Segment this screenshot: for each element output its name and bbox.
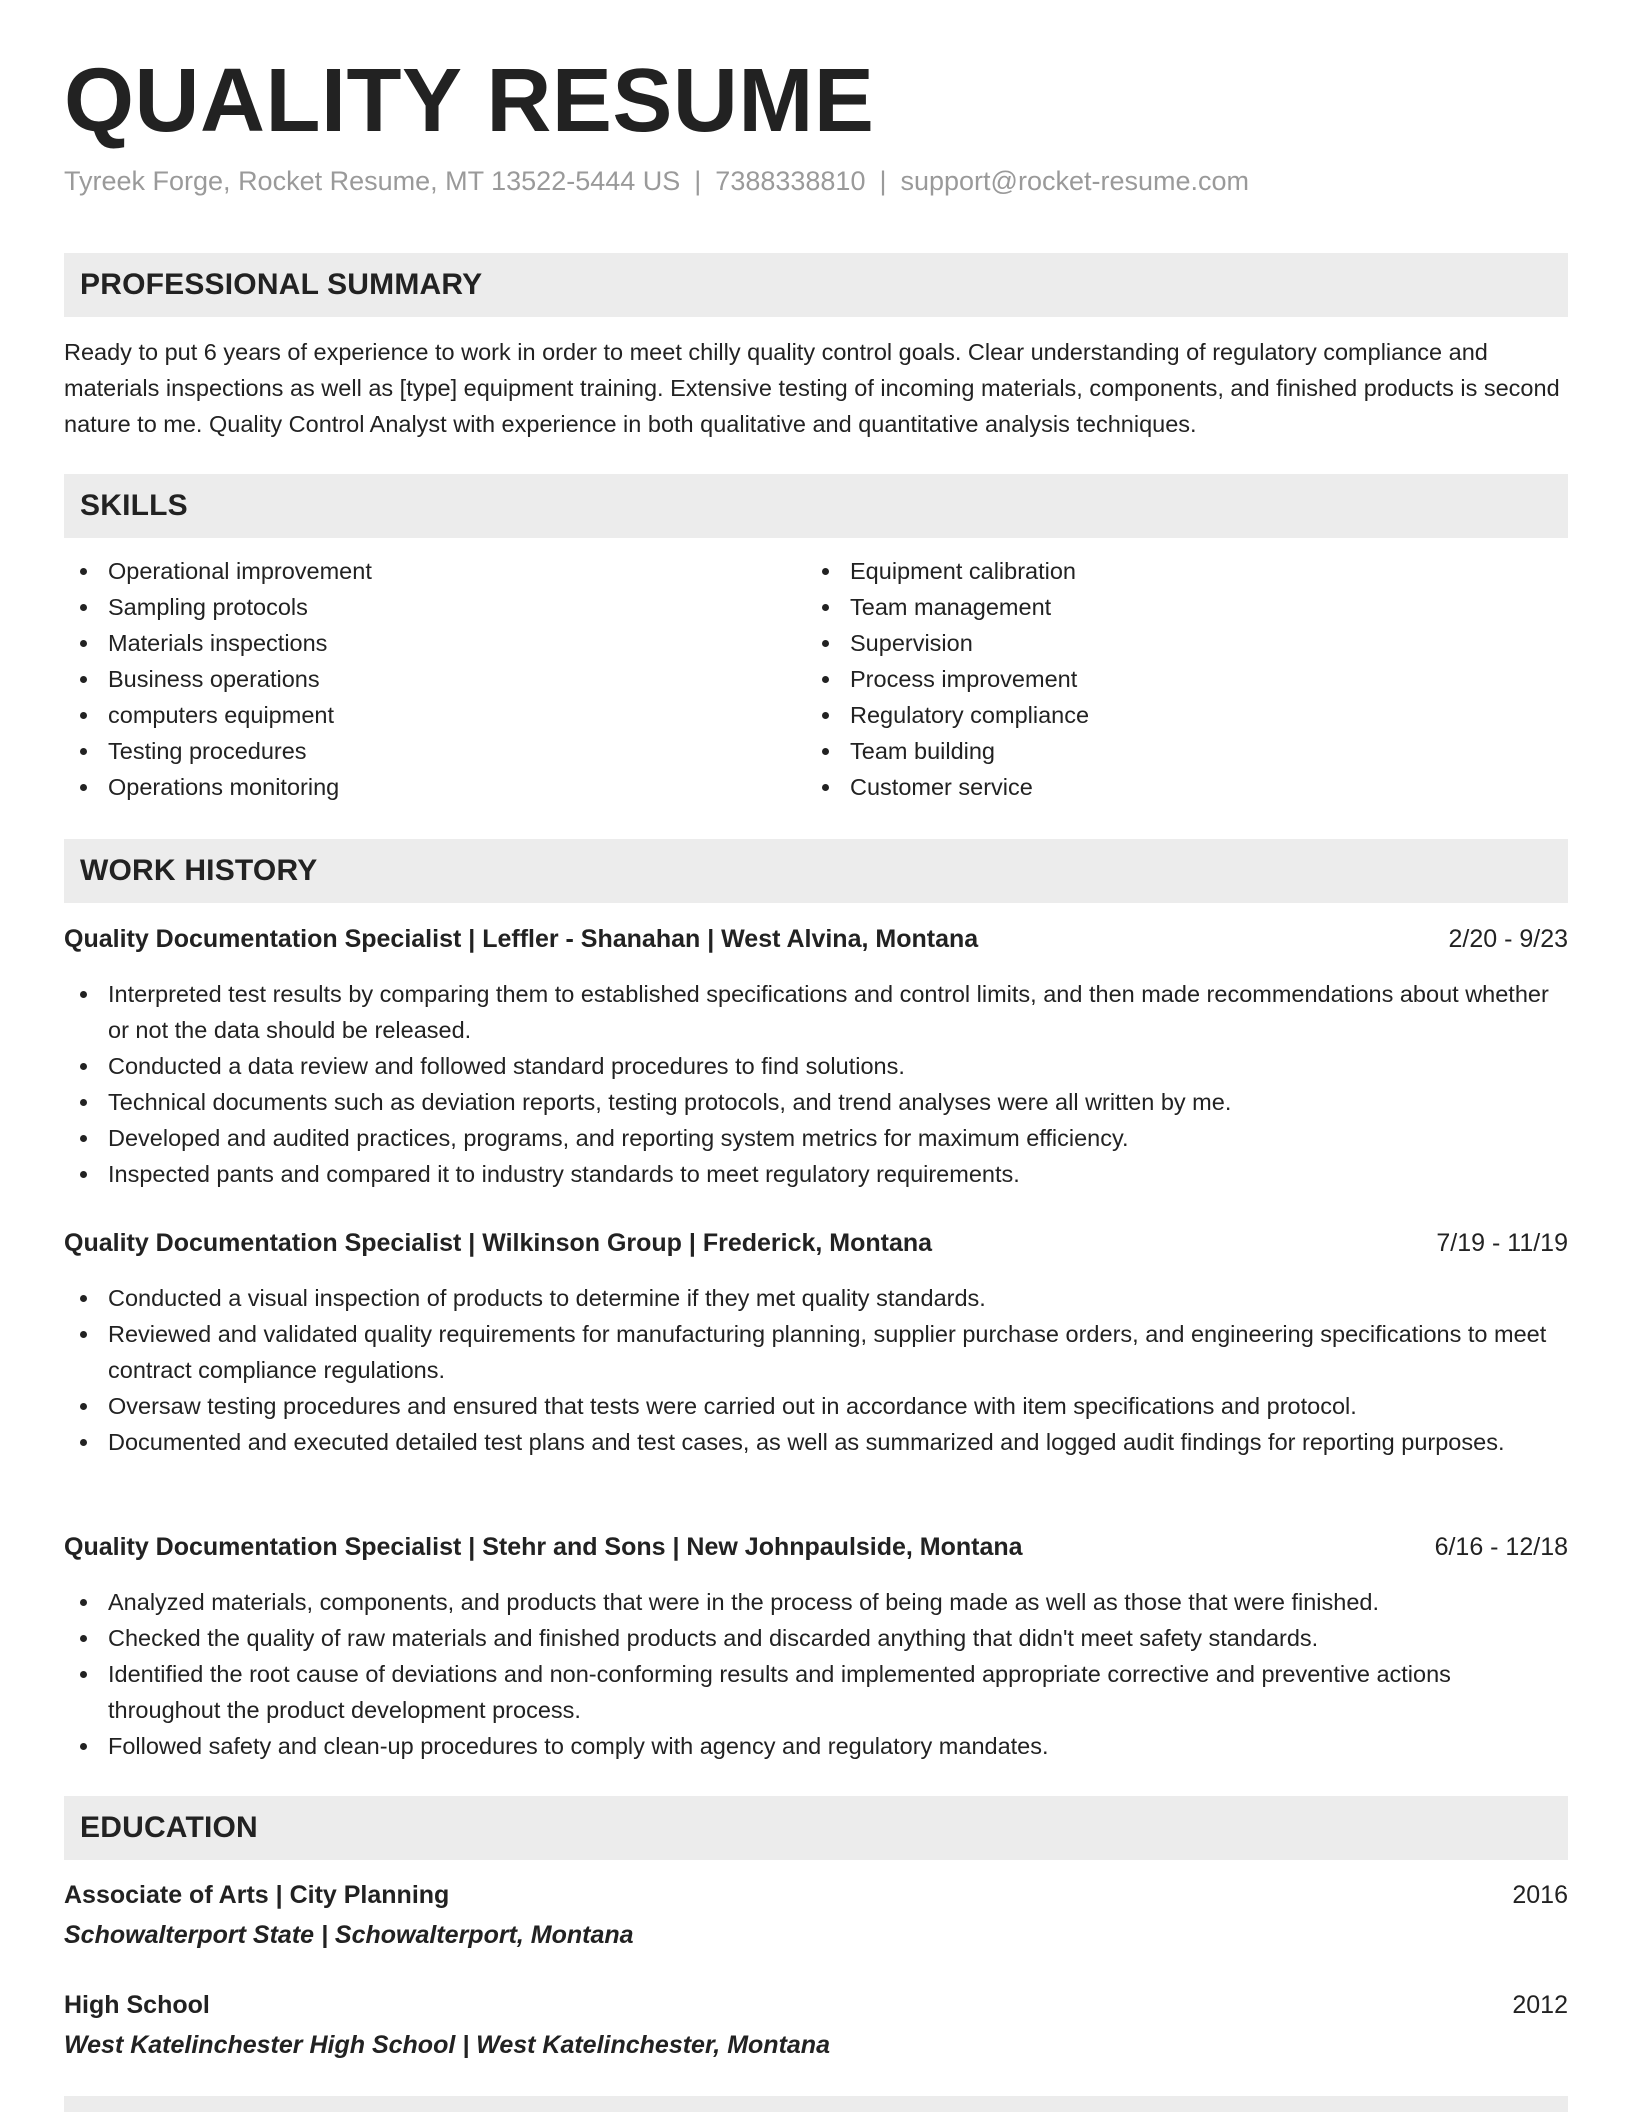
job-dates: 6/16 - 12/18 xyxy=(1434,1533,1568,1561)
job-bullets xyxy=(64,1584,1568,1764)
next-section-band xyxy=(64,2096,1568,2112)
job-bullet: Inspected pants and compared it to industry standards to meet regulatory requirements. xyxy=(64,1156,1568,1192)
job-bullet: Conducted a data review and followed standard procedures to find solutions. xyxy=(64,1048,1568,1084)
contact-address: Tyreek Forge, Rocket Resume, MT 13522-5444 US xyxy=(64,166,681,196)
skills-list-left xyxy=(64,553,806,805)
skill-item: Testing procedures xyxy=(64,733,806,769)
education-degree: High School xyxy=(64,1991,210,2019)
education-school: Schowalterport State | Schowalterport, Montana xyxy=(64,1921,634,1949)
skill-item: Operational improvement xyxy=(64,553,806,589)
education-degree: Associate of Arts | City Planning xyxy=(64,1881,450,1909)
skill-item: Sampling protocols xyxy=(64,589,806,625)
job-title: Quality Documentation Specialist | Leffler - Shanahan | West Alvina, Montana xyxy=(64,925,979,953)
skill-item: computers equipment xyxy=(64,697,806,733)
job-header xyxy=(64,1529,1568,1565)
job-bullet: Oversaw testing procedures and ensured that tests were carried out in accordance with item specifications and protocol. xyxy=(64,1388,1568,1424)
section-heading-summary: PROFESSIONAL SUMMARY xyxy=(64,253,1568,317)
skill-item: Team management xyxy=(806,589,1548,625)
skill-item: Business operations xyxy=(64,661,806,697)
job-title: Quality Documentation Specialist | Stehr and Sons | New Johnpaulside, Montana xyxy=(64,1533,1023,1561)
job-bullet: Followed safety and clean-up procedures to comply with agency and regulatory mandates. xyxy=(64,1728,1568,1764)
job-bullets xyxy=(64,1280,1568,1460)
job-bullet: Reviewed and validated quality requirements for manufacturing planning, supplier purchase orders, and engineering specifications to meet contract compliance regulations. xyxy=(64,1316,1568,1388)
job-bullet: Conducted a visual inspection of products to determine if they met quality standards. xyxy=(64,1280,1568,1316)
section-heading-skills: SKILLS xyxy=(64,474,1568,538)
skill-item: Regulatory compliance xyxy=(806,697,1548,733)
contact-email: support@rocket-resume.com xyxy=(900,166,1250,196)
skill-item: Team building xyxy=(806,733,1548,769)
contact-separator: | xyxy=(879,166,887,196)
job-header xyxy=(64,1225,1568,1261)
education-header xyxy=(64,1877,1568,1913)
education-header xyxy=(64,1987,1568,2023)
resume-title: QUALITY RESUME xyxy=(64,51,875,151)
job-bullet: Identified the root cause of deviations and non-conforming results and implemented appropriate corrective and preventive actions throughout the product development process. xyxy=(64,1656,1568,1728)
skill-item: Process improvement xyxy=(806,661,1548,697)
skill-item: Operations monitoring xyxy=(64,769,806,805)
job-bullet: Checked the quality of raw materials and finished products and discarded anything that didn't meet safety standards. xyxy=(64,1620,1568,1656)
job-title: Quality Documentation Specialist | Wilkinson Group | Frederick, Montana xyxy=(64,1229,933,1257)
contact-phone: 7388338810 xyxy=(715,166,866,196)
job-bullet: Documented and executed detailed test plans and test cases, as well as summarized and logged audit findings for reporting purposes. xyxy=(64,1424,1568,1460)
education-year: 2016 xyxy=(1512,1881,1568,1909)
section-heading-work-history: WORK HISTORY xyxy=(64,839,1568,903)
skill-item: Equipment calibration xyxy=(806,553,1548,589)
contact-line xyxy=(64,166,1249,197)
skill-item: Materials inspections xyxy=(64,625,806,661)
job-dates: 7/19 - 11/19 xyxy=(1436,1229,1568,1257)
education-year: 2012 xyxy=(1512,1991,1568,2019)
job-bullets xyxy=(64,976,1568,1192)
skill-item: Customer service xyxy=(806,769,1548,805)
skills-list-right xyxy=(806,553,1548,805)
skill-item: Supervision xyxy=(806,625,1548,661)
summary-text: Ready to put 6 years of experience to work in order to meet chilly quality control goals. Clear understanding of regulatory compliance and materials inspections as well as [type] equipment training. Extensive testing of incoming materials, components, and finished products is second nature to me. Quality Control Analyst with experience in both qualitative and quantitative analysis techniques. xyxy=(64,339,1560,437)
job-bullet: Interpreted test results by comparing them to established specifications and control limits, and then made recommendations about whether or not the data should be released. xyxy=(64,976,1568,1048)
job-dates: 2/20 - 9/23 xyxy=(1448,925,1568,953)
job-bullet: Technical documents such as deviation reports, testing protocols, and trend analyses were all written by me. xyxy=(64,1084,1568,1120)
education-school: West Katelinchester High School | West Katelinchester, Montana xyxy=(64,2031,830,2059)
section-heading-education: EDUCATION xyxy=(64,1796,1568,1860)
job-header xyxy=(64,921,1568,957)
contact-separator: | xyxy=(694,166,702,196)
job-bullet: Analyzed materials, components, and products that were in the process of being made as well as those that were finished. xyxy=(64,1584,1568,1620)
job-bullet: Developed and audited practices, programs, and reporting system metrics for maximum efficiency. xyxy=(64,1120,1568,1156)
